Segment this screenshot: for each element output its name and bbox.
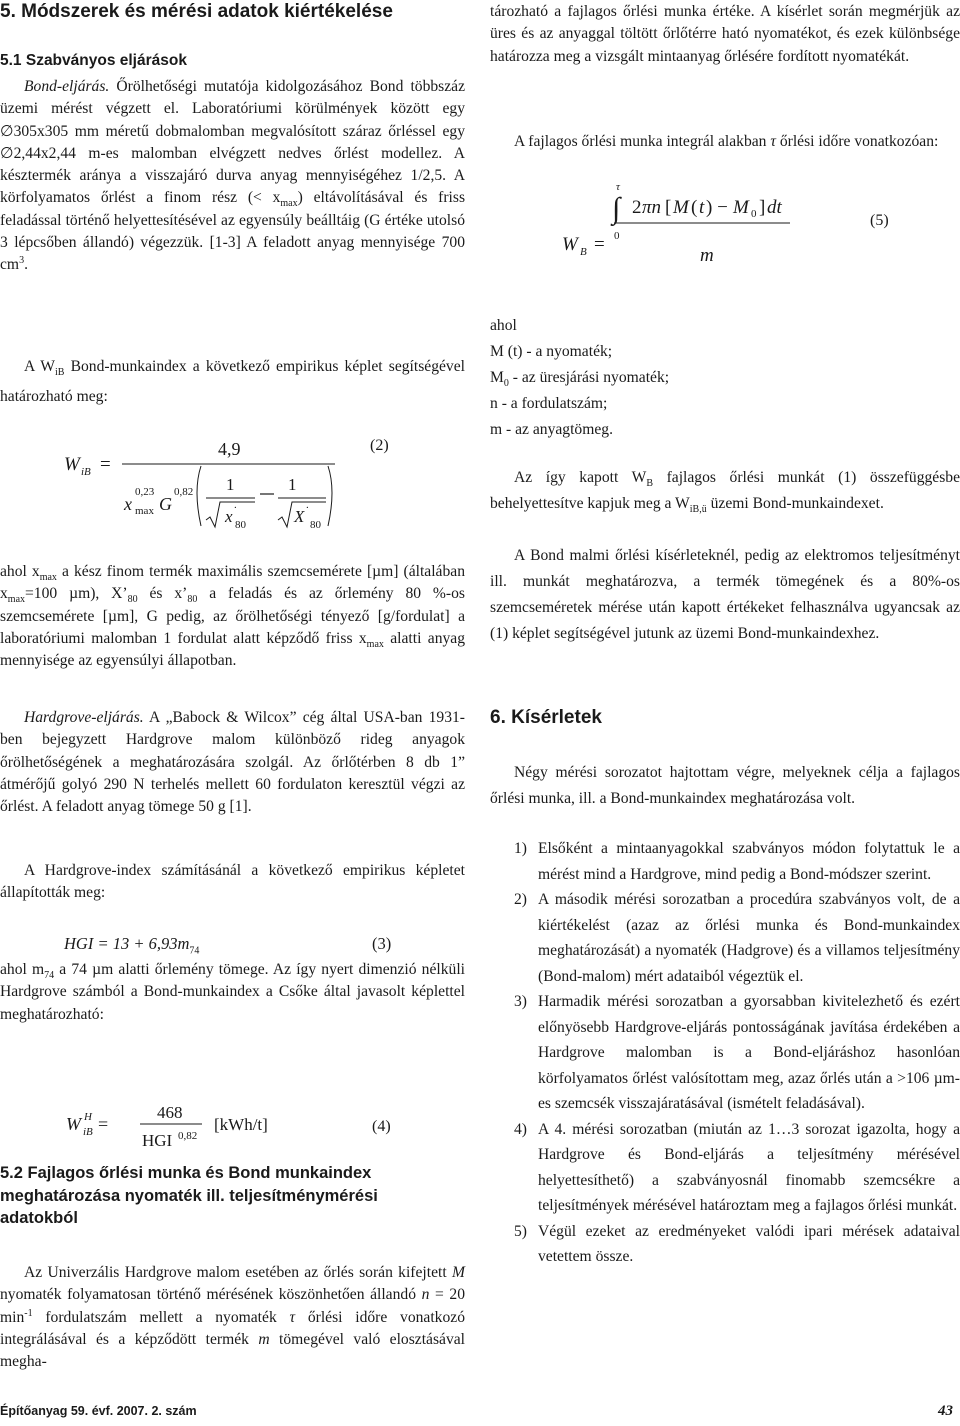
eq2-explanation: ahol $x_{max}$ a kész finom termék maximális szemcsemérete [µm] (általában $x_{max}=100$ µm), $X’_{80}$ és $x’_{80}$ a feladás és az őrlemény 80 %-os szemcsemérete [µm], G pedig, az őrölhetőségi tényező [g/fordulat] a laboratóriumi malomban 1 fordulat alatt képződő friss $x_{max}$ alatti anyag mennyisége az egyensúlyi állapotban.: [0, 563, 466, 670]
svg-text:1: 1: [288, 475, 297, 494]
page-number: 43: [938, 1403, 953, 1419]
svg-text:80: 80: [235, 519, 246, 531]
definition-idle-torque: $M_0$ - az üresjárási nyomaték;: [490, 369, 670, 390]
list-item: 5) Végül ezeket az eredményeket valódi ipari mérések adataival vetettem össze.: [514, 1222, 960, 1265]
svg-text:iB: iB: [83, 1126, 93, 1138]
definitions-list: [490, 313, 960, 443]
svg-text:=: =: [100, 454, 111, 475]
list-item: 4) A 4. mérési sorozatban (miután az 1…3 sorozat igazolta, hogy a Hardgrove és Bond-eljárás a teljesítmény mérésével helyettesíthető) a szabványosnál finomabb szemcsékre a teljesítmények mérésével határoztam meg a fajlagos őrlési munkát.: [514, 1120, 960, 1214]
svg-text:W: W: [64, 454, 80, 475]
svg-text:=: =: [98, 1114, 109, 1134]
equation-2: [60, 430, 460, 540]
svg-text:=: =: [594, 234, 605, 255]
eq2-numerator: 4,9: [218, 439, 241, 459]
hardgrove-formula-intro: A Hardgrove-index számításánál a következő empirikus képletet állapították meg:: [0, 862, 465, 902]
svg-text:) −: ) −: [706, 197, 728, 218]
section-6-paragraph: Négy mérési sorozatot hajtottam végre, melyeknek célja a fajlagos őrlési munka, ill. a Bond-munkaindex meghatározása volt.: [490, 764, 960, 807]
footer-journal: Építőanyag 59. évf. 2007. 2. szám: [0, 1404, 197, 1418]
equation-4: [60, 1093, 460, 1153]
svg-text:.: .: [306, 499, 309, 511]
eq4-label: (4): [372, 1118, 391, 1135]
eq4-unit: [kWh/t]: [214, 1115, 268, 1134]
eq3-label: (3): [372, 934, 392, 953]
section-6-title: 6. Kísérletek: [490, 707, 602, 728]
equation-5: [540, 178, 960, 278]
list-item: 3) Harmadik mérési sorozatban a gyorsabban kivitelezhető és ezért előnyösebb Hardgrove-eljárás pontosságának javítása érdekében a Hardgrove malomban is a Bond-eljáráshoz hasonlóan körfolyamatos őrlést valósítottam meg, azaz őrlés után a >106 µm-es szemcsék visszajáratásával (ismételt feladásával).: [514, 993, 960, 1112]
svg-text:X: X: [294, 507, 305, 526]
svg-text:G: G: [159, 494, 172, 514]
experiment-list: [490, 836, 960, 1270]
svg-text:0: 0: [751, 208, 757, 220]
svg-text:.: .: [234, 499, 237, 511]
eq3-explanation: ahol $m_{74}$ a 74 µm alatti őrlemény tömege. Az így nyert dimenzió nélküli Hardgrove számból a Bond-munkaindex a Csőke által javasolt képlettel meghatározható:: [0, 961, 465, 1023]
svg-text:M: M: [733, 197, 749, 218]
list-item: 2) A második mérési sorozatban a procedúra szabványos volt, de a kiértékelést (azaz az őrlési munka és Bond-munkaindex meghatározását) a nyomaték (Hadgrove) és a villamos teljesítmény (Bond-malom) mért adataiból végeztük el.: [514, 891, 960, 985]
svg-text:iB: iB: [81, 466, 91, 478]
svg-text:max: max: [135, 505, 154, 517]
svg-text:x: x: [225, 507, 233, 526]
svg-text:W: W: [562, 234, 578, 255]
svg-text:W: W: [66, 1114, 81, 1134]
svg-text:B: B: [580, 246, 587, 258]
equation-3: HGI = $13 + 6,93m_{74}$ (3): [64, 934, 392, 957]
bond-paragraph: Bond-eljárás. Őrölhetőségi mutatója kidolgozásához Bond többszáz üzemi mérést végzett el. Laboratóriumi körülmények között egy ∅305x305 mm méretű dobmalomban megvalósított száraz őrléssel egy ∅2,44x2,44 m-es malomban elvégzett nedves őrlést modellez. A késztermék aránya a visszajáró durva anyag mennyiségéhez 1/2,5. A körfolyamatos őrlést a finom rész (< $x_{max}$) eltávolításával és friss feladással történő helyettesítésével az egyensúly beálltáig (G értéke utolsó 3 lépcsőben állandó) végezzük. [1-3] A feladott anyag mennyisége 700 $cm^3$.: [0, 78, 466, 274]
definition-torque: M (t) - a nyomaték;: [490, 343, 613, 360]
right-paragraph-4: A Bond malmi őrlési kísérleteknél, pedig az elektromos teljesítményt ill. munkát meghatározva, a termék tömegének és a 80%-os szemcseméretek mérése után kapott értékeket felhasználva ugyancsak az (1) képlet segítségével jutunk az üzemi Bond-munkaindexhez.: [490, 547, 960, 642]
svg-text:]: ]: [759, 197, 766, 218]
right-paragraph-2: A fajlagos őrlési munka integrál alakban τ őrlési időre vonatkozóan:: [514, 133, 939, 150]
list-item: 1) Elsőként a mintaanyagokkal szabványos módon folytattuk le a mérést mind a Hardgrove, mind pedig a Bond-módszer szerint.: [514, 840, 960, 883]
eq2-label: (2): [370, 437, 389, 454]
definitions-intro: ahol: [490, 317, 517, 334]
hardgrove-paragraph: Hardgrove-eljárás. A „Babock & Wilcox” cég által USA-ban 1931-ben bejegyzett Hardgrove malom különböző rideg anyagok őrölhetőségének a meghatározására szolgál. Az őrlőtérben 8 db 1” átmérőjű golyó 290 N terhelés mellett 60 fordulaton keresztül végzi az őrlést. A feladott anyag tömege 50 g [1].: [0, 709, 465, 816]
svg-text:80: 80: [310, 519, 321, 531]
right-paragraph-1: tározható a fajlagos őrlési munka értéke. A kísérlet során megmérjük az üres és az anyaggal töltött őrlőtérre ható nyomatékot, és ezek különbsége határozza meg a vizsgált mintaanyag őrlésére fordított nyomatékát.: [490, 3, 960, 65]
subsection-5-2-title: 5.2 Fajlagos őrlési munka és Bond munkaindex meghatározása nyomaték ill. teljesítménymérési adatokból: [0, 1164, 378, 1227]
svg-text:[: [: [665, 197, 672, 218]
svg-text:2: 2: [632, 197, 642, 218]
svg-text:dt: dt: [767, 197, 782, 218]
svg-text:m: m: [700, 245, 714, 266]
svg-text:0: 0: [614, 230, 620, 242]
svg-text:τ: τ: [616, 181, 620, 193]
svg-text:0,23: 0,23: [135, 486, 155, 498]
right-paragraph-3: Az így kapott $W_B$ fajlagos őrlési munkát (1) összefüggésbe behelyettesítve kapjuk meg a $W_{iB,ü}$ üzemi Bond-munkaindexet.: [490, 469, 960, 516]
svg-text:∫: ∫: [612, 192, 621, 225]
section-5-2-paragraph: Az Univerzális Hardgrove malom esetében az őrlés során kifejtett M nyomaték folyamatosan történő mérésének köszönhetően állandó n = 20 $\min^{-1}$ fordulatszám mellett a nyomaték τ őrlési időre vonatkozó integrálásával és a képződött termék m tömegével való elosztásával megha-: [0, 1264, 466, 1371]
svg-text:(: (: [691, 197, 698, 218]
section-title: 5. Módszerek és mérési adatok kiértékelése: [0, 1, 393, 22]
subsection-5-1-title: 5.1 Szabványos eljárások: [0, 52, 187, 69]
bond-formula-intro: A $W_{iB}$ Bond-munkaindex a következő empirikus képlet segítségével határozható meg:: [0, 358, 465, 405]
svg-text:πn: πn: [642, 197, 662, 218]
svg-text:0,82: 0,82: [178, 1130, 198, 1142]
svg-text:1: 1: [226, 475, 235, 494]
svg-text:x: x: [124, 494, 132, 514]
definition-speed: n - a fordulatszám;: [490, 395, 608, 412]
svg-text:H: H: [84, 1111, 92, 1123]
eq5-label: (5): [870, 212, 889, 229]
definition-mass: m - az anyagtömeg.: [490, 421, 613, 438]
eq4-denominator: HGI: [142, 1131, 173, 1150]
svg-text:M: M: [673, 197, 689, 218]
svg-text:0,82: 0,82: [174, 486, 194, 498]
svg-text:t: t: [699, 197, 705, 218]
eq4-numerator: 468: [157, 1103, 183, 1122]
